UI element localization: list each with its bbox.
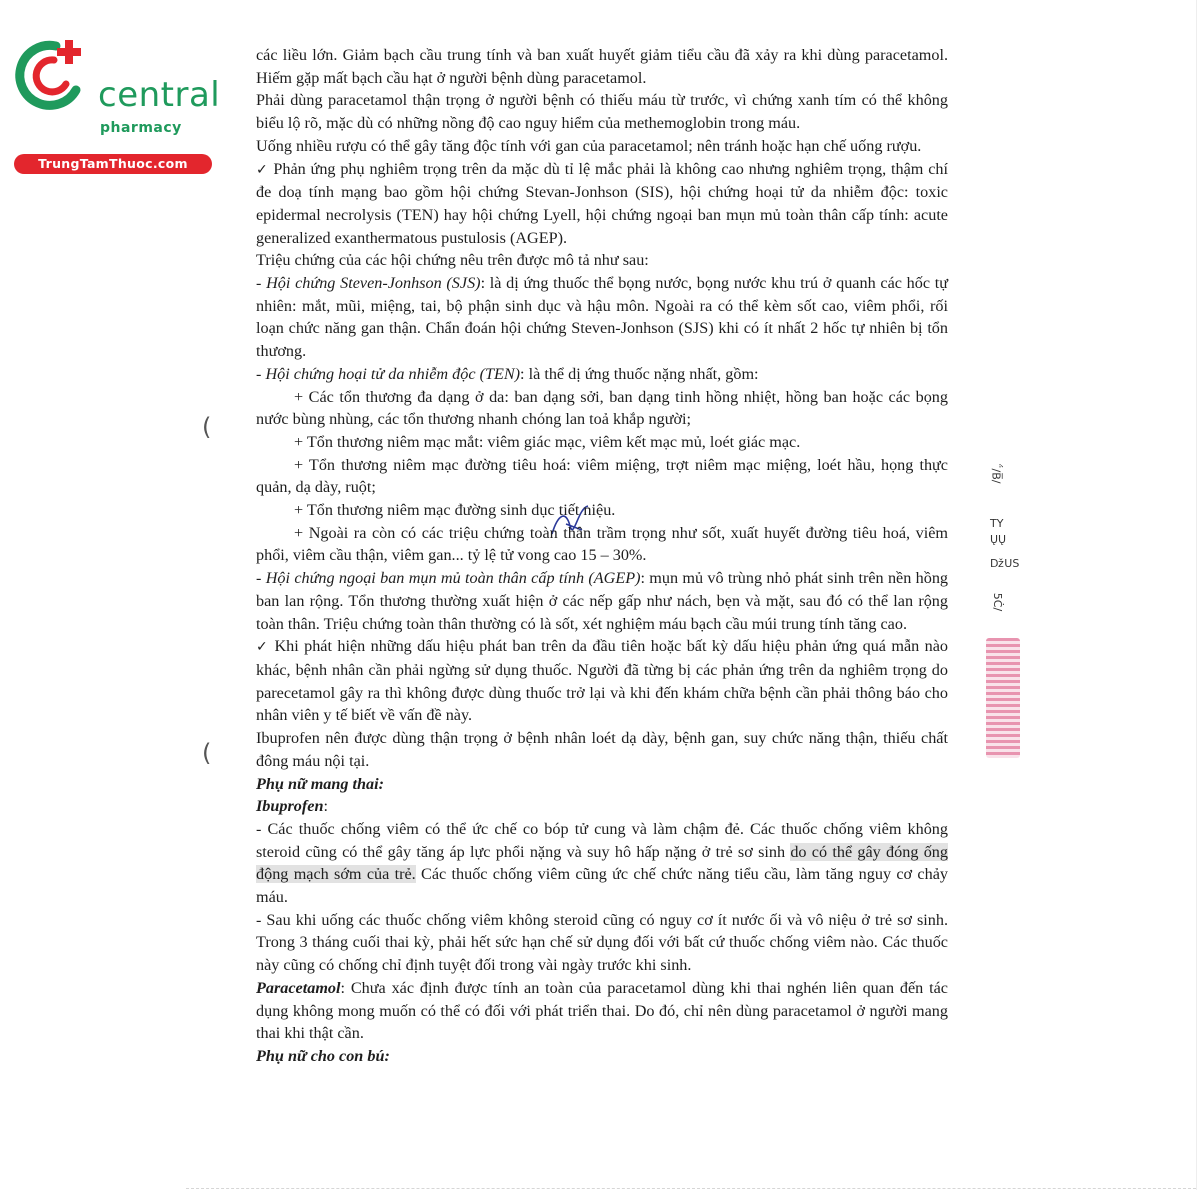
stamp-fragment	[984, 470, 1024, 800]
highlighted-text: do có thể gây đóng ống động mạch sớm của trẻ.	[256, 842, 948, 884]
heading-ibuprofen	[256, 795, 948, 818]
sjs-title: Hội chứng Steven-Jonhson (SJS)	[266, 274, 481, 293]
paragraph-text: Khi phát hiện những dấu hiệu phát ban trên da đầu tiên hoặc bất kỳ dấu hiệu phản ứng quá mẫn nào khác, bệnh nhân cần phải ngừng sử dụng thuốc. Người đã từng bị các phản ứng trên da nghiêm trọng do parecetamol gây ra thì không được dùng thuốc trở lại và khi đến khám chữa bệnh cần phải thông báo cho nhân viên y tế biết về vấn đề này.	[256, 637, 948, 725]
document-body	[256, 44, 948, 1068]
heading-pregnant: Phụ nữ mang thai:	[256, 774, 384, 793]
ten-title: Hội chứng hoại tử da nhiễm độc (TEN)	[265, 364, 521, 383]
paracetamol-text: : Chưa xác định được tính an toàn của paracetamol dùng khi thai nghén liên quan đến tác dụng không mong muốn có thể có đối với phát triển thai. Do đó, chỉ nên dùng paracetamol ở người mang thai khi thật cần.	[256, 978, 948, 1043]
paragraph-ibuprofen-1	[256, 818, 948, 909]
page-bottom-edge	[186, 1188, 1196, 1189]
bullet: + Tổn thương niêm mạc đường tiêu hoá: viêm miệng, trợt niêm mạc miệng, loét hầu, họng thực quản, dạ dày, ruột;	[256, 455, 948, 497]
paragraph-text: Phản ứng phụ nghiêm trọng trên da mặc dù tỉ lệ mắc phải là không cao nhưng nghiêm trọng, thậm chí đe doạ tính mạng bao gồm hội chứng Stevan-Jonhson (SIS), hội chứng hoại tử da nhiễm độc: toxic epidermal necrolysis (TEN) hay hội chứng Lyell, hội chứng ngoại ban mụn mủ toàn thân cấp tính: acute generalized exanthermatous pustulosis (AGEP).	[256, 159, 948, 247]
check-icon: ✓	[256, 639, 270, 656]
stamp-text: 5Ċ/	[991, 592, 1005, 612]
dash: -	[256, 364, 266, 383]
paragraph-paracetamol	[256, 977, 948, 1045]
bullet: + Tổn thương niêm mạc mắt: viêm giác mạc, viêm kết mạc mủ, loét giác mạc.	[294, 432, 801, 451]
central-pharmacy-logo[interactable]	[10, 36, 221, 171]
stamp-text: ǅUS	[990, 557, 1020, 570]
check-icon: ✓	[256, 161, 269, 178]
bullet: + Các tổn thương đa dạng ở da: ban dạng sởi, ban dạng tinh hồng nhiệt, hồng ban hoặc các bọng nước bùng nhùng, các tổn thương nhanh chóng lan toả khắp người;	[256, 387, 948, 429]
paragraph-agep	[256, 567, 948, 635]
paragraph: các liều lớn. Giảm bạch cầu trung tính và ban xuất huyết giảm tiểu cầu đã xảy ra khi dùng paracetamol. Hiếm gặp mất bạch cầu hạt ở người bệnh dùng paracetamol.	[256, 46, 948, 87]
paragraph: Ibuprofen nên được dùng thận trọng ở bệnh nhân loét dạ dày, bệnh gan, suy chức năng thận, thiếu chất đông máu nội tại.	[256, 729, 948, 770]
logo-site-badge: TrungTamThuoc.com	[14, 154, 212, 174]
bullet: + Ngoài ra còn có các triệu chứng toàn thân trầm trọng như sốt, xuất huyết đường tiêu hoá, viêm phổi, viêm cầu thận, viêm gan... tỷ lệ tử vong cao 15 – 30%.	[256, 523, 948, 565]
colon: :	[323, 797, 328, 816]
paragraph: Uống nhiều rượu có thể gây tăng độc tính với gan của paracetamol; nên tránh hoặc hạn chế uống rượu.	[256, 136, 922, 155]
binder-hole-mark: (	[202, 739, 212, 767]
paragraph-ibuprofen-2: - Sau khi uống các thuốc chống viêm không steroid cũng có nguy cơ ít nước ối và vô niệu ở trẻ sơ sinh. Trong 3 tháng cuối thai kỳ, phải hết sức hạn chế sử dụng đối với bất cứ thuốc chống viêm nào. Các thuốc này cũng có chống chỉ định tuyệt đối trong vài ngày trước khi sinh.	[256, 910, 948, 975]
logo-sub-text: pharmacy	[100, 120, 182, 136]
stamp-text: ŲŲ	[990, 533, 1007, 546]
red-stamp-mark	[986, 638, 1020, 758]
dash: -	[256, 569, 266, 588]
paragraph	[256, 635, 948, 727]
ten-text: : là thể dị ứng thuốc nặng nhất, gồm:	[520, 364, 759, 383]
stamp-text: ̈́/B̅/	[989, 468, 1003, 484]
paragraph: Triệu chứng của các hội chứng nêu trên được mô tả như sau:	[256, 251, 649, 270]
paragraph	[256, 158, 948, 250]
paragraph: Phải dùng paracetamol thận trọng ở người bệnh có thiếu máu từ trước, vì chứng xanh tím có thể không biểu lộ rõ, mặc dù có những nồng độ cao nguy hiểm của methemoglobin trong máu.	[256, 91, 948, 133]
heading-breastfeeding: Phụ nữ cho con bú:	[256, 1046, 390, 1065]
stamp-text: TY	[990, 517, 1004, 530]
text: Các thuốc chống viêm cũng ức chế chức năng tiểu cầu, làm tăng nguy cơ chảy máu.	[256, 865, 948, 907]
dash: -	[256, 274, 267, 293]
logo-c-cross-icon	[10, 36, 96, 116]
logo-brand-text: central	[98, 75, 221, 115]
text: - Các thuốc chống viêm có thể ức chế co bóp tử cung và làm chậm đẻ. Các thuốc chống viêm không steroid cũng có thể gây tăng áp lực phổi nặng và suy hô hấp nặng ở trẻ sơ sinh	[256, 819, 948, 861]
agep-title: Hội chứng ngoại ban mụn mủ toàn thân cấp tính (AGEP)	[265, 569, 641, 588]
heading-ibuprofen-text: Ibuprofen	[256, 797, 324, 816]
paragraph-ten	[256, 363, 948, 386]
sjs-text: : là dị ứng thuốc thể bọng nước, bọng nước khu trú ở quanh các hốc tự nhiên: mắt, mũi, miệng, tai, bộ phận sinh dục và hậu môn. Ngoài ra có thể kèm sốt cao, viêm phổi, rối loạn chức năng gan thận. Chẩn đoán hội chứng Steven-Jonhson (SJS) khi có ít nhất 2 hốc tự nhiên bị tổn thương.	[256, 274, 949, 361]
agep-text: : mụn mủ vô trùng nhỏ phát sinh trên nền hồng ban lan rộng. Tổn thương thường xuất hiện ở các nếp gấp như nách, bẹn và mặt, sau đó có thể lan rộng toàn thân. Triệu chứng toàn thân thường có là sốt, xét nghiệm máu bạch cầu múi trung tính tăng cao.	[256, 569, 949, 633]
binder-hole-mark: (	[202, 413, 212, 441]
page-right-edge	[1196, 0, 1197, 1190]
paracetamol-title: Paracetamol	[256, 978, 341, 997]
paragraph-sjs	[256, 272, 948, 363]
bullet: + Tổn thương niêm mạc đường sinh dục tiết niệu.	[294, 501, 616, 520]
